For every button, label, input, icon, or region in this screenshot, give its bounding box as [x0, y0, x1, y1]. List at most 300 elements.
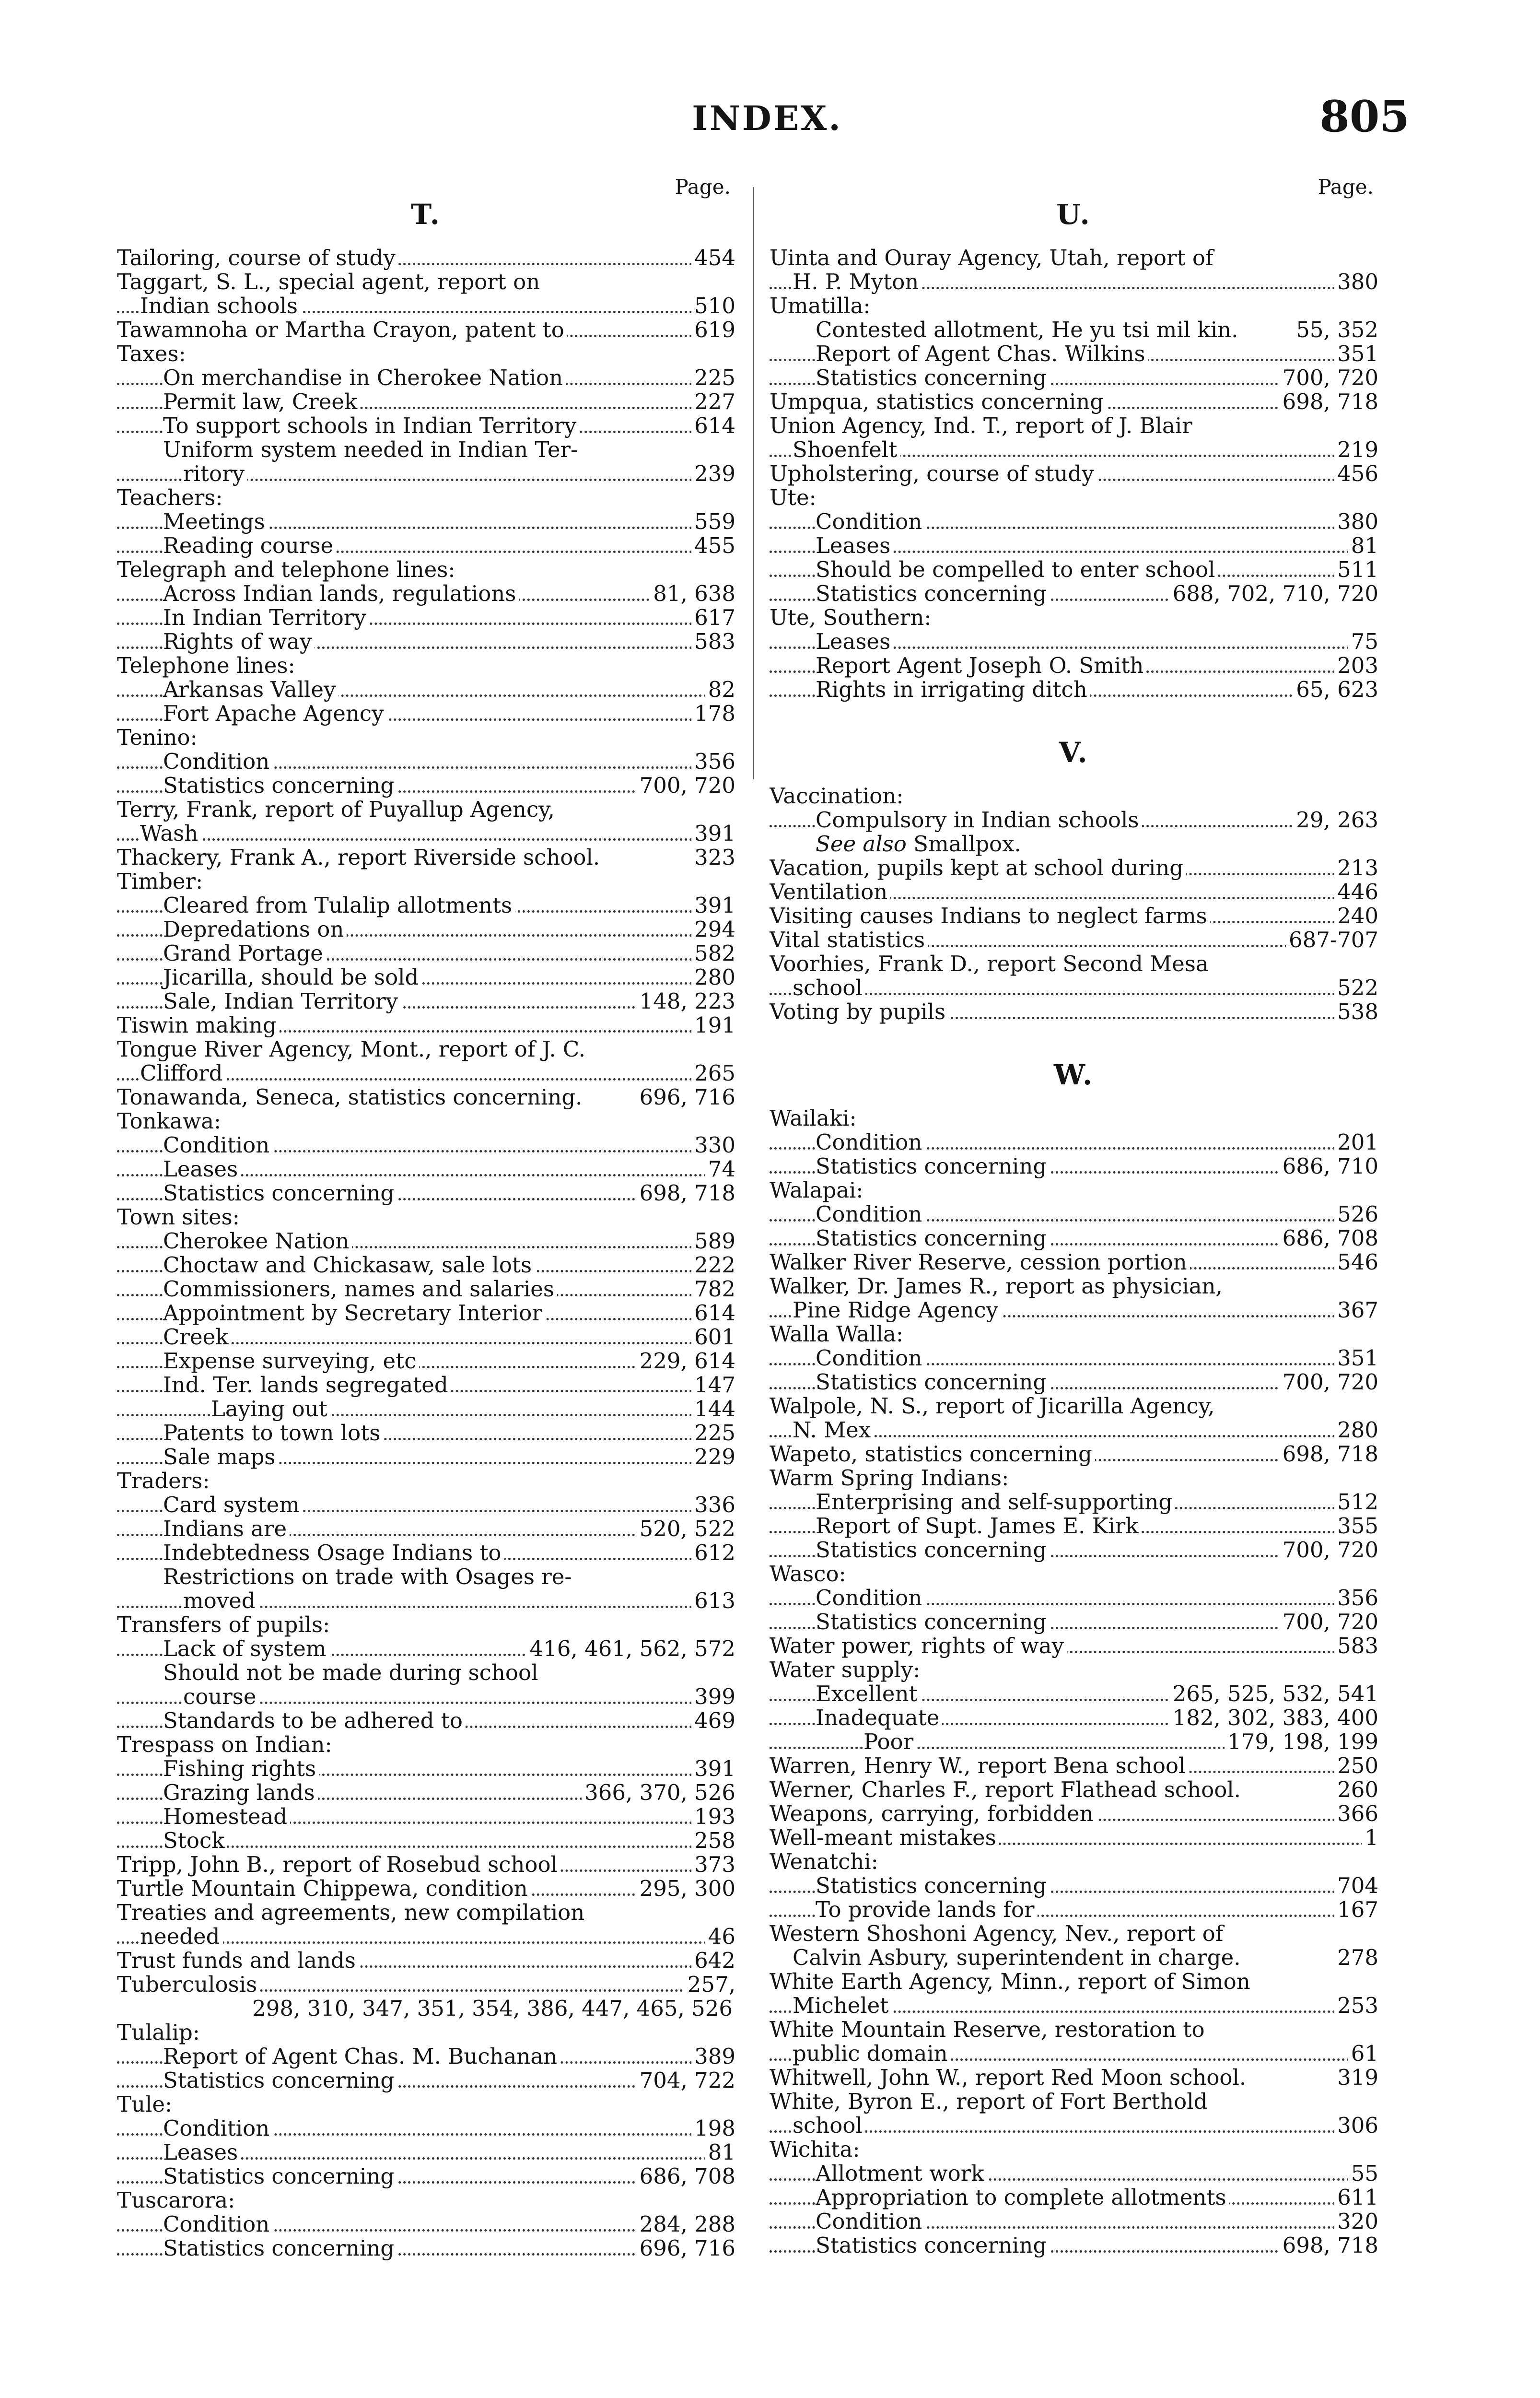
- index-entry: [117, 246, 735, 270]
- entry-page-ref: 583: [1334, 1634, 1378, 1658]
- entry-page-ref: 265: [691, 1061, 735, 1085]
- index-entry: [770, 2066, 1378, 2090]
- index-entry: [770, 2090, 1378, 2114]
- index-entry: [117, 822, 735, 846]
- index-entry: [770, 246, 1378, 270]
- entry-text: Tenino:: [117, 726, 200, 750]
- entry-text: Weapons, carrying, forbidden: [770, 1802, 1097, 1826]
- entry-text: Indian schools: [140, 294, 301, 318]
- index-entry: [770, 1418, 1378, 1442]
- entry-text: Telephone lines:: [117, 654, 298, 678]
- index-entry: [117, 2069, 735, 2092]
- entry-page-ref: 688, 702, 710, 720: [1170, 582, 1378, 606]
- index-entry: [770, 1394, 1378, 1418]
- entry-page-ref: 239: [691, 462, 735, 486]
- entry-text: Werner, Charles F., report Flathead school.: [770, 1778, 1244, 1802]
- index-entry: [770, 1538, 1378, 1562]
- entry-text: Depredations on: [163, 917, 347, 941]
- index-entry: [770, 1754, 1378, 1778]
- index-entry: [117, 630, 735, 654]
- entry-text: Contested allotment, He yu tsi mil kin.: [816, 318, 1241, 342]
- entry-page-ref: 193: [691, 1805, 735, 1829]
- index-entry: [770, 1000, 1378, 1024]
- index-entry: [770, 2114, 1378, 2138]
- entry-text: Shoenfelt: [793, 438, 900, 462]
- index-entry: [770, 1466, 1378, 1490]
- entry-page-ref: 29, 263: [1293, 808, 1378, 832]
- entry-page-ref: 46: [705, 1925, 735, 1949]
- entry-text: Tulalip:: [117, 2021, 203, 2045]
- page-column-label-text: Page.: [675, 175, 731, 199]
- index-entry: [117, 1373, 735, 1397]
- entry-text: Report Agent Joseph O. Smith: [816, 654, 1146, 678]
- entry-text: Union Agency, Ind. T., report of J. Blair: [770, 414, 1195, 438]
- section-letter: U.: [1056, 198, 1092, 231]
- entry-page-ref: 696, 716: [637, 2236, 735, 2260]
- index-entry: [117, 1061, 735, 1085]
- index-entry: [117, 798, 735, 822]
- index-entry: [117, 1541, 735, 1565]
- entry-page-ref: 456: [1334, 462, 1378, 486]
- entry-text: See also Smallpox.: [816, 832, 1024, 856]
- index-entry: [770, 1898, 1378, 1922]
- entry-text: Traders:: [117, 1469, 213, 1493]
- index-entry: [770, 630, 1378, 654]
- entry-text: Grazing lands: [163, 1781, 318, 1805]
- entry-page-ref: 167: [1334, 1898, 1378, 1922]
- entry-page-ref: 698, 718: [1280, 390, 1378, 414]
- entry-page-ref: 320: [1334, 2210, 1378, 2233]
- entry-text: Ind. Ter. lands segregated: [163, 1373, 451, 1397]
- entry-text: 298, 310, 347, 351, 354, 386, 447, 465, 526: [252, 1997, 735, 2021]
- entry-text: Condition: [163, 2212, 272, 2236]
- entry-page-ref: 511: [1334, 558, 1378, 582]
- index-entry: [770, 880, 1378, 904]
- entry-page-ref: 74: [705, 1157, 735, 1181]
- entry-page-ref: 700, 720: [637, 774, 735, 798]
- entry-text: Clifford: [140, 1061, 226, 1085]
- index-entry: [770, 654, 1378, 678]
- index-entry: [770, 1202, 1378, 1226]
- index-entry: [117, 2021, 735, 2045]
- index-entry: [117, 678, 735, 702]
- entry-text: Statistics concerning: [816, 2233, 1050, 2257]
- section-letter: W.: [1053, 1058, 1095, 1091]
- entry-page-ref: 642: [691, 1949, 735, 1973]
- entry-text: Card system: [163, 1493, 303, 1517]
- index-entry: [117, 2116, 735, 2140]
- page-number: 805: [1319, 91, 1410, 142]
- index-entry: [117, 318, 735, 342]
- entry-page-ref: 469: [691, 1709, 735, 1733]
- entry-text: Uniform system needed in Indian Ter-: [163, 438, 581, 462]
- entry-text: Meetings: [163, 510, 268, 534]
- entry-text: Tonawanda, Seneca, statistics concerning.: [117, 1085, 585, 1109]
- index-entry: [770, 342, 1378, 366]
- index-entry: [770, 270, 1378, 294]
- entry-text: Leases: [816, 630, 893, 654]
- entry-page-ref: 222: [691, 1253, 735, 1277]
- index-entry: [117, 270, 735, 294]
- entry-text: Creek: [163, 1325, 231, 1349]
- entry-text: Ute:: [770, 486, 819, 510]
- entry-text: Condition: [816, 1202, 925, 1226]
- index-entry: [117, 486, 735, 510]
- entry-page-ref: 213: [1334, 856, 1378, 880]
- entry-text: Vaccination:: [770, 784, 907, 808]
- index-entry: [770, 558, 1378, 582]
- section-letter: V.: [1059, 736, 1089, 769]
- index-entry: [117, 1709, 735, 1733]
- index-entry: [117, 1877, 735, 1901]
- index-entry: [117, 414, 735, 438]
- entry-page-ref: 280: [691, 965, 735, 989]
- entry-text: Condition: [163, 1133, 272, 1157]
- section-gap: [770, 702, 1378, 729]
- entry-text: Leases: [163, 1157, 241, 1181]
- entry-page-ref: 351: [1334, 342, 1378, 366]
- entry-text: ritory: [183, 462, 247, 486]
- entry-text: Fishing rights: [163, 1757, 319, 1781]
- entry-page-ref: 81, 638: [650, 582, 735, 606]
- entry-text: Laying out: [211, 1397, 330, 1421]
- page-header: [0, 0, 1540, 182]
- index-entry: [770, 2233, 1378, 2257]
- entry-text: Jicarilla, should be sold: [163, 965, 421, 989]
- entry-text: Tuscarora:: [117, 2188, 238, 2212]
- entry-page-ref: 144: [691, 1397, 735, 1421]
- entry-page-ref: 526: [1334, 1202, 1378, 1226]
- index-entry: [770, 582, 1378, 606]
- index-entry: [770, 2210, 1378, 2233]
- index-entry: [770, 952, 1378, 976]
- entry-page-ref: 336: [691, 1493, 735, 1517]
- index-entry: [770, 1994, 1378, 2018]
- entry-page-ref: 225: [691, 1421, 735, 1445]
- index-entry: [770, 1298, 1378, 1322]
- index-entry: [117, 1037, 735, 1061]
- entry-page-ref: 613: [691, 1589, 735, 1613]
- entry-text: Taggart, S. L., special agent, report on: [117, 270, 543, 294]
- entry-page-ref: 583: [691, 630, 735, 654]
- entry-text: Statistics concerning: [816, 1226, 1050, 1250]
- entry-text: Cherokee Nation: [163, 1229, 352, 1253]
- entry-page-ref: 454: [691, 246, 735, 270]
- index-entry: [117, 1229, 735, 1253]
- entry-page-ref: 617: [691, 606, 735, 630]
- index-entry: [117, 1469, 735, 1493]
- entry-text: Walapai:: [770, 1178, 866, 1202]
- index-entry: [117, 1181, 735, 1205]
- entry-page-ref: 782: [691, 1277, 735, 1301]
- entry-page-ref: 178: [691, 702, 735, 726]
- entry-page-ref: 416, 461, 562, 572: [527, 1637, 735, 1661]
- entry-text: Wichita:: [770, 2138, 863, 2162]
- entry-page-ref: 704: [1334, 1874, 1378, 1898]
- entry-text: On merchandise in Cherokee Nation: [163, 366, 566, 390]
- index-entry: [117, 1805, 735, 1829]
- index-entry: [770, 1106, 1378, 1130]
- index-entry: [117, 1013, 735, 1037]
- column-divider: [753, 187, 754, 779]
- entry-page-ref: 380: [1334, 510, 1378, 534]
- entry-page-ref: 294: [691, 917, 735, 941]
- entry-page-ref: 225: [691, 366, 735, 390]
- index-entry: [770, 1562, 1378, 1586]
- index-entry: [117, 1973, 735, 1997]
- index-entry: [117, 917, 735, 941]
- index-entry: [117, 1997, 735, 2021]
- entry-text: Statistics concerning: [816, 1874, 1050, 1898]
- entry-page-ref: 203: [1334, 654, 1378, 678]
- entry-page-ref: 295, 300: [637, 1877, 735, 1901]
- entry-text: Homestead: [163, 1805, 290, 1829]
- entry-text: Report of Supt. James E. Kirk: [816, 1514, 1141, 1538]
- entry-page-ref: 391: [691, 822, 735, 846]
- entry-text: Stock: [163, 1829, 227, 1853]
- entry-text: Teachers:: [117, 486, 226, 510]
- entry-text: Wasco:: [770, 1562, 849, 1586]
- index-entry: [117, 534, 735, 558]
- entry-text: Tongue River Agency, Mont., report of J. C.: [117, 1037, 588, 1061]
- entry-text: Poor: [863, 1730, 916, 1754]
- entry-page-ref: 367: [1334, 1298, 1378, 1322]
- entry-text: Timber:: [117, 870, 206, 893]
- index-entry: [770, 1682, 1378, 1706]
- index-entry: [117, 2140, 735, 2164]
- entry-text: Tule:: [117, 2092, 175, 2116]
- index-entry: [117, 1205, 735, 1229]
- entry-text: Statistics concerning: [816, 1610, 1050, 1634]
- entry-page-ref: 373: [691, 1853, 735, 1877]
- index-entry: [770, 534, 1378, 558]
- entry-page-ref: 510: [691, 294, 735, 318]
- entry-page-ref: 700, 720: [1280, 366, 1378, 390]
- index-entry: [770, 1874, 1378, 1898]
- entry-text: Condition: [816, 1586, 925, 1610]
- entry-text: Water supply:: [770, 1658, 923, 1682]
- index-entry: [770, 1490, 1378, 1514]
- index-entry: [770, 1370, 1378, 1394]
- entry-text: Fort Apache Agency: [163, 702, 387, 726]
- index-entry: [117, 1589, 735, 1613]
- entry-page-ref: 391: [691, 1757, 735, 1781]
- entry-text: Grand Portage: [163, 941, 326, 965]
- index-entry: [770, 486, 1378, 510]
- entry-text: H. P. Myton: [793, 270, 922, 294]
- entry-text: Across Indian lands, regulations: [163, 582, 519, 606]
- entry-text: Statistics concerning: [816, 1154, 1050, 1178]
- entry-text: Ute, Southern:: [770, 606, 934, 630]
- index-column-left: [117, 175, 735, 2260]
- index-entry: [117, 1157, 735, 1181]
- entry-text: Should be compelled to enter school: [816, 558, 1218, 582]
- entry-text: To support schools in Indian Territory: [163, 414, 579, 438]
- index-entry: [117, 2188, 735, 2212]
- index-entry: [117, 1421, 735, 1445]
- entry-text: Tuberculosis: [117, 1973, 260, 1997]
- entry-page-ref: 612: [691, 1541, 735, 1565]
- entry-page-ref: 265, 525, 532, 541: [1170, 1682, 1378, 1706]
- entry-page-ref: 81: [705, 2140, 735, 2164]
- entry-text: Cleared from Tulalip allotments: [163, 893, 515, 917]
- entry-page-ref: 356: [691, 750, 735, 774]
- entry-page-ref: 330: [691, 1133, 735, 1157]
- index-entry: [770, 1154, 1378, 1178]
- entry-text: Appointment by Secretary Interior: [163, 1301, 545, 1325]
- entry-text: Trespass on Indian:: [117, 1733, 335, 1757]
- index-entry: [770, 318, 1378, 342]
- index-entry: [770, 438, 1378, 462]
- index-entry: [117, 1637, 735, 1661]
- entry-text: moved: [183, 1589, 258, 1613]
- entry-text: Walker, Dr. James R., report as physician,: [770, 1274, 1225, 1298]
- entry-text: Condition: [163, 2116, 272, 2140]
- entry-text: school: [793, 2114, 865, 2138]
- index-entry: [117, 726, 735, 750]
- entry-text: Thackery, Frank A., report Riverside school.: [117, 846, 603, 870]
- entry-text: Wapeto, statistics concerning: [770, 1442, 1095, 1466]
- entry-text: White Earth Agency, Minn., report of Simon: [770, 1970, 1253, 1994]
- index-entry: [117, 750, 735, 774]
- index-entry: [770, 928, 1378, 952]
- entry-text: Warm Spring Indians:: [770, 1466, 1012, 1490]
- entry-page-ref: 698, 718: [637, 1181, 735, 1205]
- entry-page-ref: 700, 720: [1280, 1610, 1378, 1634]
- entry-text: Voting by pupils: [770, 1000, 948, 1024]
- index-entry: [117, 1445, 735, 1469]
- entry-text: Statistics concerning: [816, 1370, 1050, 1394]
- index-entry: [117, 1133, 735, 1157]
- entry-page-ref: 582: [691, 941, 735, 965]
- entry-text: To provide lands for: [816, 1898, 1038, 1922]
- entry-page-ref: 366, 370, 526: [582, 1781, 735, 1805]
- entry-page-ref: 229: [691, 1445, 735, 1469]
- entry-page-ref: 614: [691, 1301, 735, 1325]
- entry-text: Well-meant mistakes: [770, 1826, 999, 1850]
- entry-text: Statistics concerning: [163, 2069, 397, 2092]
- entry-text: Wenatchi:: [770, 1850, 881, 1874]
- entry-page-ref: 61: [1348, 2042, 1378, 2066]
- entry-page-ref: 182, 302, 383, 400: [1170, 1706, 1378, 1730]
- index-entry: [117, 510, 735, 534]
- index-entry: [117, 366, 735, 390]
- entry-page-ref: 355: [1334, 1514, 1378, 1538]
- entry-text: Tailoring, course of study: [117, 246, 398, 270]
- index-entry: [117, 342, 735, 366]
- entry-text: Statistics concerning: [163, 2236, 397, 2260]
- entry-text: Umpqua, statistics concerning: [770, 390, 1107, 414]
- entry-text: Walpole, N. S., report of Jicarilla Agency,: [770, 1394, 1217, 1418]
- entry-text: Telegraph and telephone lines:: [117, 558, 458, 582]
- entry-text: N. Mex: [793, 1418, 874, 1442]
- entry-page-ref: 446: [1334, 880, 1378, 904]
- entry-text: Report of Agent Chas. Wilkins: [816, 342, 1148, 366]
- entry-page-ref: 179, 198, 199: [1225, 1730, 1378, 1754]
- index-entry: [770, 1922, 1378, 1946]
- entry-text: Statistics concerning: [163, 2164, 397, 2188]
- entry-text: Statistics concerning: [163, 774, 397, 798]
- entry-text: Walker River Reserve, cession portion: [770, 1250, 1190, 1274]
- entry-text: Should not be made during school: [163, 1661, 541, 1685]
- page-column-label: [770, 175, 1378, 199]
- index-column-right: [770, 175, 1378, 2257]
- entry-page-ref: 512: [1334, 1490, 1378, 1514]
- index-entry: [117, 2045, 735, 2069]
- entry-page-ref: 147: [691, 1373, 735, 1397]
- entry-text: school: [793, 976, 865, 1000]
- entry-page-ref: 306: [1334, 2114, 1378, 2138]
- entry-page-ref: 323: [691, 846, 735, 870]
- index-entry: [770, 2162, 1378, 2186]
- entry-text: Tawamnoha or Martha Crayon, patent to: [117, 318, 567, 342]
- page-column-label-text: Page.: [1318, 175, 1374, 199]
- entry-text: Trust funds and lands: [117, 1949, 359, 1973]
- section-gap: [770, 1024, 1378, 1052]
- entry-page-ref: 366: [1334, 1802, 1378, 1826]
- entry-page-ref: 520, 522: [637, 1517, 735, 1541]
- index-entry: [117, 1397, 735, 1421]
- index-entry: [770, 1274, 1378, 1298]
- entry-text: course: [183, 1685, 259, 1709]
- entry-text: Lack of system: [163, 1637, 329, 1661]
- entry-text: Turtle Mountain Chippewa, condition: [117, 1877, 531, 1901]
- entry-page-ref: 704, 722: [637, 2069, 735, 2092]
- entry-page-ref: 319: [1334, 2066, 1378, 2090]
- entry-text: Reading course: [163, 534, 336, 558]
- entry-text: Permit law, Creek: [163, 390, 360, 414]
- page-column-label: [117, 175, 735, 199]
- entry-page-ref: 148, 223: [637, 989, 735, 1013]
- index-entry: [117, 1901, 735, 1925]
- index-entry: [770, 1586, 1378, 1610]
- entry-page-ref: 522: [1334, 976, 1378, 1000]
- entry-text: Indians are: [163, 1517, 290, 1541]
- index-entry: [770, 606, 1378, 630]
- entry-text: Transfers of pupils:: [117, 1613, 333, 1637]
- index-entry: [770, 390, 1378, 414]
- index-entry: [117, 1757, 735, 1781]
- index-entry: [770, 1610, 1378, 1634]
- entry-text: Tiswin making: [117, 1013, 280, 1037]
- entry-page-ref: 278: [1334, 1946, 1378, 1970]
- entry-text: Rights of way: [163, 630, 315, 654]
- entry-text: Condition: [816, 2210, 925, 2233]
- entry-text: Condition: [816, 1346, 925, 1370]
- index-entry: [770, 856, 1378, 880]
- index-entry: [770, 1178, 1378, 1202]
- index-entry: [770, 832, 1378, 856]
- entry-text: Arkansas Valley: [163, 678, 338, 702]
- entry-page-ref: 455: [691, 534, 735, 558]
- index-entry: [117, 870, 735, 893]
- entry-text: In Indian Territory: [163, 606, 369, 630]
- index-entry: [770, 462, 1378, 486]
- entry-text: Expense surveying, etc: [163, 1349, 419, 1373]
- index-entry: [770, 808, 1378, 832]
- entry-page-ref: 257,: [685, 1973, 735, 1997]
- entry-page-ref: 399: [691, 1685, 735, 1709]
- entry-text: Statistics concerning: [163, 1181, 397, 1205]
- entry-page-ref: 280: [1334, 1418, 1378, 1442]
- index-entry: [117, 846, 735, 870]
- entry-text: Standards to be adhered to: [163, 1709, 466, 1733]
- entry-text: Condition: [163, 750, 272, 774]
- index-entry: [117, 582, 735, 606]
- entry-page-ref: 696, 716: [637, 1085, 735, 1109]
- entry-page-ref: 589: [691, 1229, 735, 1253]
- index-entry: [117, 1613, 735, 1637]
